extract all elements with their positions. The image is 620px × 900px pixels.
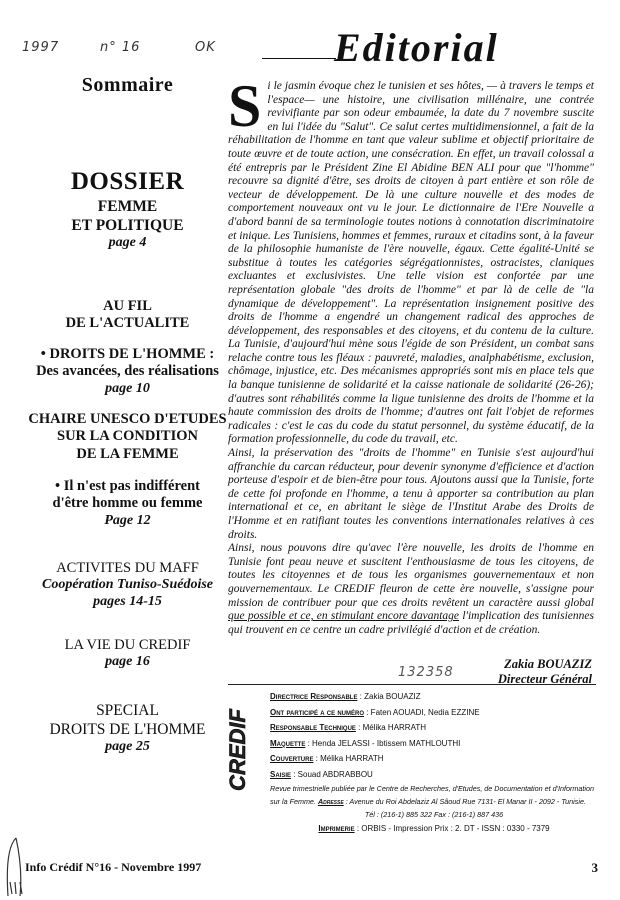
toc-chaire bbox=[25, 411, 230, 463]
archive-stamp: 132358 bbox=[398, 665, 454, 680]
toc-indifferent-line2: d'être homme ou femme bbox=[52, 495, 203, 512]
toc-special bbox=[25, 702, 230, 756]
colophon-value: : Zakia BOUAZIZ bbox=[357, 692, 421, 701]
editorial-article bbox=[228, 73, 594, 637]
toc-maff bbox=[25, 560, 230, 611]
colophon-value: : ORBIS - Impression Prix : 2. DT - ISSN : 0330 - 7379 bbox=[354, 824, 550, 833]
toc-aufil-line2: DE L'ACTUALITE bbox=[65, 315, 190, 332]
handwritten-issue: n° 16 bbox=[100, 40, 141, 55]
toc-maff-line1: ACTIVITES DU MAFF bbox=[56, 560, 199, 576]
colophon-row-participants bbox=[270, 705, 598, 721]
toc-credif-line1: LA VIE DU CREDIF bbox=[64, 637, 191, 653]
article-paragraph-2: Ainsi, la préservation des "droits de l'homme" en Tunisie s'est aujourd'hui affranchie du carcan réducteur, pour devenir synonyme d'efficience et d'action porteuse d'espoir et de bien-être pour tous. Ajoutons aussi que la Tunisie, forte de cette foi profonde en l'homme, a tenu à apporter sa contribution au plan international et ce, en abritant le siège de l'Institut Arabe des Droits de l'Homme et en ratifiant toutes les conventions internationales relatives à ces droits. bbox=[228, 447, 594, 541]
handwritten-year: 1997 bbox=[22, 40, 60, 55]
colophon-tel: Tél : (216-1) 885 322 Fax : (216-1) 887 436 bbox=[364, 810, 504, 819]
colophon-imprimerie bbox=[270, 821, 598, 837]
toc-chaire-line3: DE LA FEMME bbox=[76, 445, 179, 462]
article-paragraph-3 bbox=[228, 542, 594, 637]
colophon-row-couverture bbox=[270, 751, 598, 767]
dossier-heading: DOSSIER bbox=[70, 168, 185, 195]
drop-cap: S bbox=[228, 73, 262, 139]
colophon-address-label: Adresse bbox=[317, 797, 344, 806]
toc-indifferent-line1: • Il n'est pas indifférent bbox=[55, 478, 200, 494]
toc-special-line2: DROITS DE L'HOMME bbox=[49, 720, 206, 738]
toc-dossier-page: page 4 bbox=[108, 235, 147, 251]
toc-droits-line2: Des avancées, des réalisations bbox=[36, 363, 219, 380]
colophon-value: : Faten AOUADI, Nedia EZZINE bbox=[364, 707, 480, 717]
toc-dossier bbox=[25, 198, 230, 252]
toc-special-line1: SPECIAL bbox=[96, 702, 159, 719]
toc-credif bbox=[25, 637, 230, 671]
article-p3-c: l'implication des tunisiennes qui trouvent en ce centre un cadre privilégié d'action et de création. bbox=[228, 610, 594, 636]
article-paragraph-1 bbox=[228, 73, 594, 447]
toc-droits-line1: • DROITS DE L'HOMME : bbox=[40, 346, 215, 362]
colophon-rule bbox=[228, 684, 596, 685]
credif-logo-icon bbox=[225, 700, 262, 800]
colophon-row-technique bbox=[270, 720, 598, 736]
article-p3-a: Ainsi, nous pouvons dire qu'avec l'ère nouvelle, les droits de l'homme en Tunisie font peau neuve et suscitent l'enthousiasme de tous les citoyens, de toutes les citoyennes et de tous les organismes gouvernementaux et non gouvernementaux. Le CREDIF fleuron de cette ère nouvelle, s'assigne pour mission de contribuer pour que ces droits revêtent un caractère aussi global bbox=[228, 542, 594, 609]
colophon-revue-line2 bbox=[270, 795, 598, 808]
page-number: 3 bbox=[591, 860, 598, 875]
colophon-label: Responsable Technique bbox=[270, 723, 356, 732]
toc-aufil bbox=[25, 298, 230, 333]
toc-aufil-line1: AU FIL bbox=[103, 298, 152, 314]
article-p1-text: i le jasmin évoque chez le tunisien et ses hôtes, — à travers le temps et l'espace— une histoire, une civilisation millénaire, une contrée revivifiante par son odeur embaumée, la date du 7 novembre suscite en lui l'idée du "Salut". Ce salut certes multidimensionnel, a fait de la réhabilitation de l'homme en tant que valeur sublime et objectif prioritaire de toute œuvre et de toute action, une consécration. En effet, un travail colossal a été entrepris par le Président Zine El Abidine BEN ALI pour que "l'homme" recouvre sa dignité d'être, ses droits de citoyen à part entière et son rôle de vecteur de développement. De là une culture nouvelle et des modes de comportement nouveaux ont vu le jour. Le dictionnaire de l'Ere Nouvelle a d'abord banni de sa terminologie toutes notions à connotation discriminatoire et inique. Les Tunisiens, hommes et femmes, ruraux et citadins sont, à la faveur de la philosophie humaniste de l'ère nouvelle, égaux. Cette égalité-Unité se substitue à toutes les catégories ségrégationnistes, ostracistes, claniques excluantes et exclusivistes. Une telle vision est confortée par une représentation globale "des droits de l'homme" et par là de celle de "la dynamique de développement". La représentation insignement positive des droits de l'homme a engendré un changement radical des approches de développement, des responsables et des citoyens, et du contenu de la culture. La Tunisie, d'aujourd'hui mène sous l'égide de son Président, un combat sans relache contre tous les fléaux : pauvreté, maladies, analphabétisme, exclusion, chômage, injustice, etc. Des mécanismes appropriés sont mis en place tels que la banque tunisienne de solidarité et la caisse nationale de solidarité (26-26); d'autres sont réhabilités comme la ligue tunisienne des droits de l'homme et la haute commission des droits de l'homme; d'autres ont fait l'objet de reformes radicales : c'est le cas du code du statut personnel, du système éducatif, de la formation professionnelle, du code du travail, etc. bbox=[228, 80, 594, 446]
handwritten-ok: OK bbox=[195, 40, 216, 55]
colophon-revue-line1: Revue trimestrielle publiée par le Centre de Recherches, d'Etudes, de Documentation et d'Information bbox=[270, 784, 594, 793]
toc-dossier-line1: FEMME bbox=[97, 198, 158, 215]
toc-chaire-line1: CHAIRE UNESCO D'ETUDES bbox=[28, 411, 227, 427]
colophon-value: : Mélika HARRATH bbox=[313, 754, 384, 763]
toc-dossier-line2: ET POLITIQUE bbox=[71, 216, 184, 234]
toc-maff-page: pages 14-15 bbox=[93, 594, 162, 610]
colophon-value: : Souad ABDRABBOU bbox=[291, 769, 373, 779]
colophon-label: Imprimerie bbox=[318, 824, 355, 833]
colophon-label: Couverture bbox=[270, 754, 314, 763]
colophon-label: Directrice Responsable bbox=[270, 692, 358, 701]
signature-name: Zakia BOUAZIZ bbox=[504, 657, 592, 671]
colophon-value: : Henda JELASSI - Ibtissem MATHLOUTHI bbox=[305, 738, 461, 748]
colophon-label: Ont participé a ce numéro bbox=[270, 707, 365, 717]
toc-maff-line2: Coopération Tuniso-Suédoise bbox=[41, 577, 213, 593]
toc-credif-page: page 16 bbox=[105, 654, 150, 670]
colophon bbox=[270, 689, 598, 837]
article-p3-underlined: que possible et ce, en stimulant encore davantage bbox=[228, 610, 460, 623]
toc-indifferent bbox=[25, 478, 230, 530]
colophon-label: Saisie bbox=[270, 769, 292, 779]
page-title: Editorial bbox=[334, 25, 499, 70]
sommaire-heading: Sommaire bbox=[81, 74, 174, 96]
colophon-row-saisie bbox=[270, 767, 598, 783]
toc-droits bbox=[25, 346, 230, 398]
title-rule bbox=[262, 58, 336, 59]
colophon-label: Maquette bbox=[270, 738, 306, 748]
footer-issue: Info Crédif N°16 - Novembre 1997 bbox=[25, 860, 202, 874]
colophon-address: : Avenue du Roi Abdelaziz Al Sâoud Rue 7131- El Manar II - 2092 - Tunisie. bbox=[343, 797, 586, 806]
credif-logo-text: CREDIF bbox=[225, 709, 250, 791]
signature bbox=[498, 657, 592, 687]
colophon-row-directrice bbox=[270, 689, 598, 705]
toc-indifferent-page: Page 12 bbox=[104, 512, 151, 528]
colophon-value: : Mélika HARRATH bbox=[355, 723, 426, 732]
toc-special-page: page 25 bbox=[105, 739, 150, 755]
colophon-revue-prefix: sur la Femme. bbox=[270, 797, 318, 806]
toc-droits-page: page 10 bbox=[105, 380, 150, 396]
signature-title: Directeur Général bbox=[497, 672, 592, 686]
toc-chaire-line2: SUR LA CONDITION bbox=[57, 428, 198, 445]
colophon-row-maquette bbox=[270, 736, 598, 752]
